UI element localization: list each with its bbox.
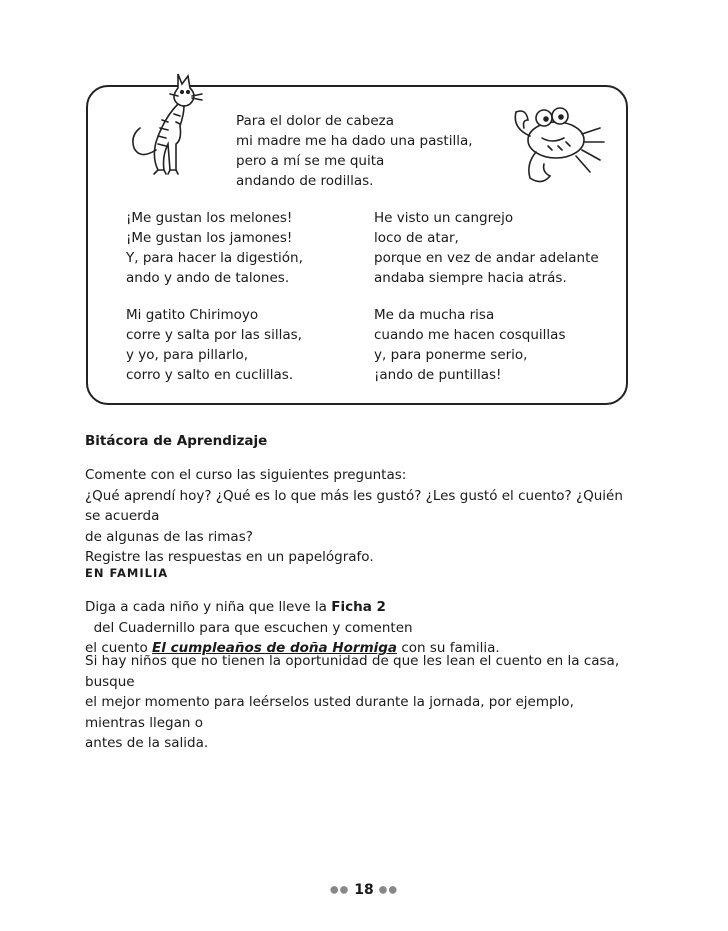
paragraph-line: de algunas de las rimas? — [85, 528, 253, 545]
ficha-label: Ficha 2 — [331, 599, 386, 615]
en-familia-title: EN FAMILIA — [85, 566, 169, 580]
poem-line: pero a mí se me quita — [236, 153, 385, 169]
page-footer — [0, 882, 728, 898]
poem-line: andando de rodillas. — [236, 173, 374, 189]
poem-line: ¡Me gustan los melones! — [126, 210, 293, 226]
paragraph-line: antes de la salida. — [85, 735, 209, 751]
poem-line: Me da mucha risa — [374, 307, 495, 323]
en-familia-paragraph-2 — [85, 651, 631, 754]
poem-line: y, para ponerme serio, — [374, 347, 528, 363]
paragraph-line: Comente con el curso las siguientes preguntas: — [85, 467, 407, 483]
poem-line: corre y salta por las sillas, — [126, 327, 302, 343]
poem-line: porque en vez de andar adelante — [374, 250, 599, 266]
poem-line: ¡ando de puntillas! — [374, 367, 502, 383]
decorative-dots-icon: ●● — [378, 884, 399, 896]
text-run: del Cuadernillo para que escuchen y comenten — [85, 619, 413, 636]
poem-line: ¡Me gustan los jamones! — [126, 230, 293, 246]
poem-line: Mi gatito Chirimoyo — [126, 307, 259, 323]
text-run: Diga a cada niño y niña que lleve la — [85, 599, 332, 615]
cat-illustration — [118, 70, 213, 180]
left-stanza-2 — [126, 305, 302, 385]
poem-line: y yo, para pillarlo, — [126, 347, 249, 363]
poem-line: Y, para hacer la digestión, — [126, 250, 303, 266]
poem-line: cuando me hacen cosquillas — [374, 327, 566, 343]
en-familia-paragraph-1 — [85, 597, 631, 659]
decorative-dots-icon: ●● — [329, 884, 350, 896]
page-number: 18 — [354, 882, 374, 898]
story-title: El cumpleaños de doña Hormiga — [152, 640, 398, 656]
paragraph-line: Registre las respuestas en un papelógrafo. — [85, 549, 374, 565]
poem-line: mi madre me ha dado una pastilla, — [236, 133, 473, 149]
right-stanza-1 — [374, 208, 599, 288]
poem-line: loco de atar, — [374, 230, 459, 246]
paragraph-line: ¿Qué aprendí hoy? ¿Qué es lo que más les gustó? ¿Les gustó el cuento? ¿Quién se acuerda — [85, 487, 623, 524]
bitacora-paragraph — [85, 465, 631, 568]
right-stanza-2 — [374, 305, 565, 385]
poem-line: andaba siempre hacia atrás. — [374, 270, 567, 286]
paragraph-line — [85, 597, 631, 638]
left-stanza-1 — [126, 208, 303, 288]
poem-line: He visto un cangrejo — [374, 210, 514, 226]
poem-line: Para el dolor de cabeza — [236, 113, 395, 129]
crab-illustration — [506, 98, 612, 193]
bitacora-title: Bitácora de Aprendizaje — [85, 433, 268, 449]
paragraph-line: el mejor momento para leérselos usted durante la jornada, por ejemplo, mientras llegan o — [85, 694, 574, 731]
poem-line: corro y salto en cuclillas. — [126, 367, 294, 383]
paragraph-line: Si hay niños que no tienen la oportunidad de que les lean el cuento en la casa, busque — [85, 653, 620, 690]
text-run: el cuento — [85, 640, 153, 656]
poem-line: ando y ando de talones. — [126, 270, 290, 286]
intro-stanza — [236, 111, 473, 191]
text-run: con su familia. — [397, 640, 500, 656]
